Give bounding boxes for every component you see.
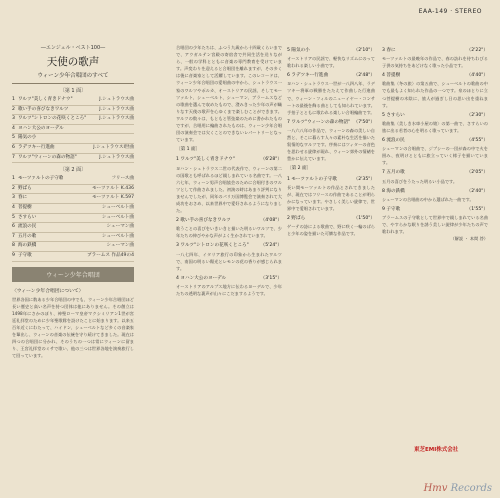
track-composer: モーツァルト K.436 <box>92 185 134 191</box>
track-composer: J.シュトラウス曲 <box>99 154 134 160</box>
side-2-tracklist <box>12 175 134 261</box>
watermark-main: Hmv <box>423 483 448 494</box>
track-name: ワルツ"美しく青きドナウ" <box>17 97 73 102</box>
track-number: 4 <box>12 125 15 131</box>
track-number: 2 <box>12 185 15 191</box>
track-note: 歌曲集〈冬の旅〉の第五曲で、シューベルトの歌曲の中でも最もよく知られた作品の一つです。泉のほとりに立つ菩提樹の木陰に、旅人が過ぎし日の思い出を重ねます。 <box>382 81 488 108</box>
track-note: オーストリアのアルプス地方に伝わるヨーデルで、少年たちの透明な裏声が山々にこだまするようです。 <box>176 283 282 296</box>
track-row <box>12 96 134 106</box>
track-composer: J.シュトラウスⅠ世曲 <box>93 144 134 150</box>
track-composer: モーツァルト K.597 <box>92 195 134 201</box>
track-row <box>12 154 134 164</box>
track-number: 1 <box>12 176 15 182</box>
track-row <box>12 252 134 262</box>
track-composer: シューマン曲 <box>106 224 134 230</box>
track-note: シューマンの合唱曲で、ジプシーの一団が森の中で火を囲み、夜明けとともに旅立っていく様子を描いています。 <box>382 146 488 166</box>
track-composer: ブラームス 作品49の4 <box>87 252 134 258</box>
notes-column-3 <box>287 44 375 479</box>
track-note: 一八六八年の作品で、ウィーンの森の美しい自然と、そこに暮らす人々の素朴な生活を描いた叙情的なワルツです。序奏にはツィターの音色を思わせる旋律が現れ、ウィーン郊外の情緒を豊かに伝えています。 <box>287 127 375 162</box>
track-row <box>12 144 134 154</box>
track-number: 3 <box>12 195 15 201</box>
track-composer: J.シュトラウス曲 <box>99 106 134 112</box>
track-note: ヨハン・シュトラウス二世の代表作で、ウィーンの第二の国歌とも呼ばれるほど親しまれている名曲です。一八六七年、ウィーン男声合唱協会のために合唱付きのワルツとして作曲されました。初演の時はあまり評判になりませんでしたが、同年のパリ万国博覧会で演奏されて大成功をおさめ、以来世界中で愛好されるようになりました。 <box>176 165 282 214</box>
track-row <box>12 194 134 204</box>
track-heading: 4 ヨハン大公のヨーデル （3'15"） <box>176 275 282 281</box>
watermark <box>424 483 492 494</box>
track-row <box>12 134 134 144</box>
track-heading: 3 春に （2'22"） <box>382 48 488 53</box>
artist-band: ウィーン少年合唱団 <box>12 267 134 282</box>
track-name: さすらい <box>17 214 37 220</box>
track-number: 3 <box>12 116 15 122</box>
track-number: 6 <box>12 144 15 150</box>
track-heading: 6 流浪の民 （4'55"） <box>382 138 488 144</box>
track-composer: J.シュトラウス曲 <box>99 97 134 102</box>
intro-text: 合唱団の少年たちは、ふつう九歳から十四歳くらいまでで、アウガルテン宮殿の寄宿舎で共同生活を送りながら、一般の学科とともに音楽の専門教育を受けています。声変わりを迎えると合唱団を離れますが、その多くは後に音楽家として活躍しています。このレコードは、ウィーン少年合唱団の愛唱曲の中から、シュトラウス一家のワルツやポルカ、オーストリアの民謡、そしてモーツァルト、シューベルト、シューマン、ブラームスなどの歌曲を選んで収めたもので、澄みきった少年の声が織りなす天使の歌声を心ゆくまで楽しむことができます。ワルツの数々は、もともと管弦楽のために書かれたものですが、合唱用に編曲されたものは、ウィーン少年合唱団の演奏会では欠くことのできないレパートリーとなっています。 <box>176 45 282 143</box>
track-heading: 7 五月の歌 （2'05"） <box>382 170 488 176</box>
track-heading: 6 ラデツキー行進曲 （2'48"） <box>287 73 375 79</box>
track-name: ワルツ"ウィーンの森の物語" <box>17 154 77 160</box>
divider <box>12 83 134 84</box>
track-number: 4 <box>12 204 15 210</box>
track-number: 7 <box>12 233 15 239</box>
track-name: 歌い手の喜びなきワルツ <box>17 106 69 112</box>
track-name: ラデツキー行進曲 <box>17 144 55 150</box>
side-2-label: 〔第 2 面〕 <box>59 167 87 174</box>
track-row <box>12 175 134 185</box>
track-name: 流浪の民 <box>17 224 37 230</box>
track-row <box>12 115 134 125</box>
track-composer: シューベルト曲 <box>101 233 134 239</box>
track-composer: シューベルト曲 <box>101 214 134 220</box>
label-logo <box>414 445 458 453</box>
track-name: 菩提樹 <box>17 204 32 210</box>
section-heading: 〔第 1 面〕 <box>176 147 201 153</box>
track-name: 陽気の小 <box>17 135 37 141</box>
track-name: ヨハン大公のヨーデル <box>17 125 64 131</box>
track-row <box>12 125 134 135</box>
notes-heading: 〈ウィーン少年合唱団について〉 <box>12 288 84 294</box>
track-number: 5 <box>12 214 15 220</box>
track-number: 1 <box>12 97 15 102</box>
track-heading: 7 ワルツ"ウィーンの森の物語" （7'50"） <box>287 119 375 125</box>
track-name: ワルツ"シトロンの花咲くところ" <box>17 116 87 122</box>
track-heading: 2 野ばら （1'50"） <box>287 215 375 221</box>
notes-column-4 <box>382 44 488 424</box>
track-row <box>12 223 134 233</box>
track-note: 五月の喜びをうたった明るい小品です。 <box>382 178 458 184</box>
album-title: 天使の歌声 <box>46 56 100 68</box>
track-note: ヨハン・シュトラウス一世が一八四八年、ラデツキー将軍の戦勝をたたえて作曲した行進曲で、ウィーン・フィルのニューイヤー・コンサートの最後を飾る曲としても知られています。手拍子とともに歌われる楽しい合唱編曲です。 <box>287 81 375 115</box>
side-1-label: 〔第 1 面〕 <box>59 88 87 94</box>
album-subtitle: ウィーン少年合唱団のすべて <box>37 73 109 79</box>
toshiba-emi-logo: 東芝EMI株式会社 <box>414 447 459 453</box>
track-name: 五月の歌 <box>17 233 37 239</box>
track-heading: 1 ワルツ"美しく青きドナウ" （6'28"） <box>176 157 282 163</box>
track-note: オーストリアの民謡で、軽快なリズムにのって歌われる楽しい小曲です。 <box>287 56 375 69</box>
track-name: 野ばら <box>17 185 32 191</box>
track-row <box>12 242 134 252</box>
notes-credit: （解説 ・ 本間 啓） <box>450 236 488 242</box>
track-note: 歌うことの喜びをいきいきと描いた明るいワルツで、少年たちの伸びやかな声がよく生かされています。 <box>176 226 282 239</box>
track-note: ブラームスの子守歌として世界中で親しまれている名曲で、やすらかな眠りを誘う美しい旋律が少年たちの声で歌われます。 <box>382 214 488 235</box>
track-row <box>12 185 134 195</box>
track-name: 子守歌 <box>17 252 32 258</box>
track-note: シューマンの合唱曲の中から選ばれた一曲です。 <box>382 196 474 202</box>
track-heading: 1 モーツァルトの子守歌 （2'35"） <box>287 176 375 182</box>
track-heading: 5 陽気の小 （2'10"） <box>287 48 375 53</box>
track-row <box>12 233 134 243</box>
track-heading: 9 子守歌 （1'55"） <box>382 206 488 212</box>
track-note: 歌曲集〈美しき水車小屋の娘〉の第一曲で、さすらいの旅に出る若者の心を明るく歌っています。 <box>382 120 488 133</box>
track-composer: シューベルト曲 <box>101 204 134 210</box>
track-note: 一八七四年、イタリア旅行の印象から生まれたワルツで、南国の明るい陽光とレモンの花の香りが感じられます。 <box>176 251 282 271</box>
track-name: モーツァルトの子守歌 <box>17 176 64 182</box>
watermark-accent: Records <box>450 483 492 494</box>
side-1-tracklist <box>12 96 134 163</box>
catalog-number: EAA-149 · STEREO <box>418 8 482 15</box>
track-composer: シューマン曲 <box>106 243 134 249</box>
track-number: 2 <box>12 106 15 112</box>
track-heading: 4 菩提樹 （4'40"） <box>382 73 488 79</box>
track-number: 5 <box>12 135 15 141</box>
track-number: 8 <box>12 243 15 249</box>
track-heading: 2 歌い手の喜びなきワルツ （4'08"） <box>176 218 282 224</box>
track-number: 7 <box>12 154 15 160</box>
series-label: ―エンジェル・ベスト100― <box>40 45 106 51</box>
track-composer: フリース曲 <box>111 176 134 182</box>
track-note: ゲーテの詩による歌曲で、野に咲く一輪のばらと少年の姿を描いた可憐な作品です。 <box>287 224 375 237</box>
track-name: 春に <box>17 195 28 201</box>
track-row <box>12 106 134 116</box>
track-number: 9 <box>12 252 15 258</box>
track-heading: 8 海の鉄橋 （2'40"） <box>382 188 488 194</box>
track-name: 海の鉄橋 <box>17 243 37 249</box>
tracklist-column <box>12 44 134 484</box>
track-row <box>12 214 134 224</box>
track-composer: J.シュトラウス曲 <box>99 116 134 122</box>
track-note: モーツァルトの最晩年の作品で、春の訪れを待ちわびる子供の気持ちをあどけなく歌った小品です。 <box>382 56 488 69</box>
section-heading: 〔第 2 面〕 <box>287 166 312 172</box>
track-heading: 3 ワルツ"シトロンの花咲くところ" （5'24"） <box>176 243 282 249</box>
track-note: 長い間モーツァルトの作品とされてきましたが、現在ではフリースの作曲であることが明らかになっています。やさしく美しい旋律で、世界中で愛唱されています。 <box>287 184 375 211</box>
notes-column-2 <box>176 44 282 479</box>
track-heading: 5 さすらい （2'30"） <box>382 112 488 118</box>
notes-text: 世界各国に数ある少年合唱団の中でも、ウィーン少年合唱団ほど長い歴史と高い名声を持つ団体は他にありません。その創立は1498年にさかのぼり、神聖ローマ皇帝マクシミリアン1世が宮廷礼拝堂のために少年聖歌隊を設けたことに始まります。以来五百年近くにわたって、ハイドン、シューベルトなど多くの音楽家を輩出し、ウィーンの音楽の伝統を守り続けてきました。現在は四つの合唱団に分かれ、そのうちの一つは常にウィーンに留まり、王宮礼拝堂のミサで歌い、他の三つは世界各地を演奏旅行して回っています。 <box>12 296 134 359</box>
track-row <box>12 204 134 214</box>
track-number: 6 <box>12 224 15 230</box>
